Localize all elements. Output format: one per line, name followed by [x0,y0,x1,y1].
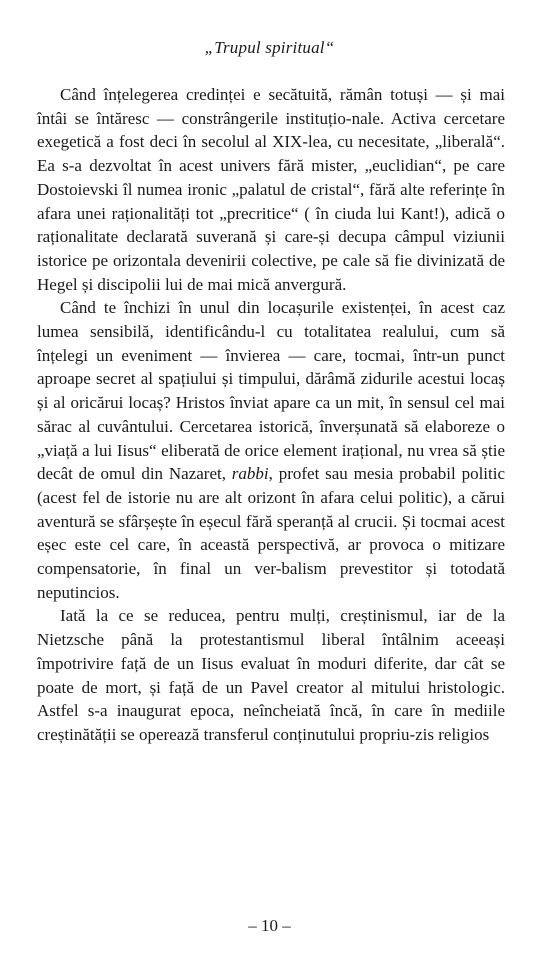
paragraph-1 [37,83,505,296]
emphasized-word: rabbi [231,464,269,484]
paragraph-1-text: Când înțelegerea credinței e secătuită, rămân totuși — și mai întâi se întăresc — constrângerile instituțio-nale. Activa cercetare exegetică a fost deci în secolul al XIX-lea, cu necesitate, „liberală“. Ea s-a dezvoltat în acest univers fără mister, „euclidian“, pe care Dostoievski îl numea ironic „palatul de cristal“, fără alte referințe în afara unei raționalități tot „precritice“ ( în ciuda lui Kant!), adică o raționalitate declarată suverană și care-și decupa câmpul viziunii istorice pe orizontala devenirii colective, pe cale să fie divinizată de Hegel și discipolii lui de mai mică anvergură. [37,85,505,294]
running-header: „Trupul spiritual“ [204,38,335,57]
paragraph-2-text-end: , profet sau mesia probabil politic (acest fel de istorie nu are alt orizont în afara celui politic), a cărui aventură se sfârșește în eșecul fără speranță al crucii. Și tocmai acest eșec este cel care, în această perspectivă, ar provoca o mitizare compensatorie, în final un ver-balism prevestitor și totodată neputincios. [37,464,506,602]
paragraph-3-text: Iată la ce se reducea, pentru mulți, creștinismul, iar de la Nietzsche până la protestantismul liberal întâlnim aceeași împotrivire față de un Iisus evaluat în moduri diferite, dar cât se poate de mort, și față de un Pavel creator al mitului hristologic. Astfel s-a inaugurat epoca, neîncheiată încă, în care în mediile creștinătății se operează transferul conținutului propriu-zis religios [37,606,505,744]
paragraph-3 [37,604,505,746]
body-text [37,83,505,747]
paragraph-2-text-start: Când te închizi în unul din locașurile existenței, în acest caz lumea sensibilă, identificându-l cu totalitatea realului, cum să înțelegi un eveniment — învierea — care, tocmai, într-un punct aproape secret al spațiului și timpului, dărâmă zidurile acestui locaș și al oricărui locaș? Hristos înviat apare ca un mit, în sensul cel mai sărac al cuvântului. Cercetarea istorică, înverșunată să elaboreze o „viață a lui Iisus“ eliberată de orice element irațional, nu vrea să știe decât de omul din Nazaret, [37,298,505,484]
page-number: – 10 – [248,916,291,935]
paragraph-2 [37,296,505,604]
